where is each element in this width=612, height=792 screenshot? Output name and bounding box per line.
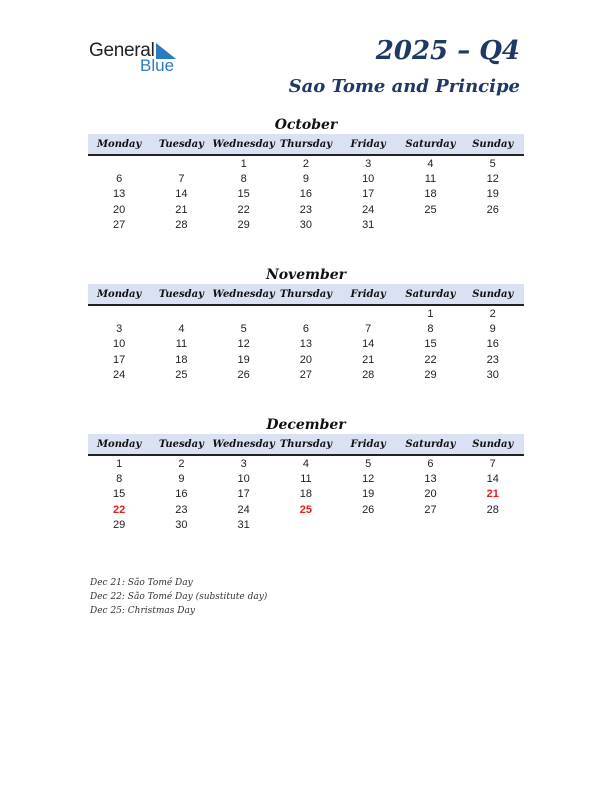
weekday-header <box>88 434 524 456</box>
day-cell: 8 <box>427 323 434 336</box>
day-cell: 7 <box>178 173 185 186</box>
day-cell: 27 <box>299 369 313 382</box>
day-cell: 25 <box>424 203 437 216</box>
day-cell: 22 <box>237 203 250 216</box>
day-cell: 4 <box>178 323 185 336</box>
day-cell: 30 <box>299 219 313 232</box>
week-row <box>88 156 524 171</box>
week-row <box>88 187 524 202</box>
day-cell: 5 <box>240 323 247 336</box>
day-cell: 19 <box>362 488 375 501</box>
day-cell: 23 <box>175 503 188 516</box>
day-cell: 30 <box>175 519 188 532</box>
day-cell: 9 <box>489 323 496 336</box>
day-cell: 1 <box>240 157 247 170</box>
day-cell: 28 <box>486 503 499 516</box>
week-row <box>88 337 524 352</box>
day-cell: 21 <box>175 203 188 216</box>
weekday-label: Saturday <box>405 288 456 300</box>
holiday-note: Dec 25: Christmas Day <box>90 606 195 616</box>
day-cell: 10 <box>237 473 250 486</box>
day-cell: 9 <box>178 473 185 486</box>
day-cell: 28 <box>362 369 375 382</box>
day-cell: 5 <box>489 157 496 170</box>
weekday-label: Tuesday <box>158 288 204 300</box>
day-cell: 16 <box>175 488 188 501</box>
weekday-label: Friday <box>350 438 386 450</box>
holiday-day-cell: 22 <box>113 503 126 516</box>
day-cell: 4 <box>302 457 309 470</box>
weekday-label: Thursday <box>279 438 333 450</box>
day-cell: 26 <box>486 203 499 216</box>
weekday-label: Friday <box>350 288 386 300</box>
day-cell: 28 <box>175 219 188 232</box>
day-cell: 11 <box>424 173 437 186</box>
weekday-header <box>88 134 524 156</box>
weekday-label: Monday <box>96 438 142 450</box>
weekday-label: Saturday <box>405 138 456 150</box>
day-cell: 1 <box>427 307 434 320</box>
day-cell: 31 <box>237 519 250 532</box>
weekday-label: Thursday <box>279 288 333 300</box>
day-cell: 27 <box>424 503 437 516</box>
day-cell: 20 <box>299 353 313 366</box>
week-row <box>88 306 524 321</box>
day-cell: 18 <box>424 188 437 201</box>
day-cell: 18 <box>175 353 188 366</box>
day-cell: 3 <box>240 457 247 470</box>
day-cell: 24 <box>362 203 375 216</box>
day-cell: 10 <box>113 338 126 351</box>
day-cell: 26 <box>362 503 375 516</box>
day-cell: 31 <box>362 219 375 232</box>
logo-word-general: General <box>89 40 155 61</box>
day-cell: 25 <box>175 369 188 382</box>
day-cell: 30 <box>486 369 499 382</box>
day-cell: 17 <box>237 488 250 501</box>
day-cell: 20 <box>424 488 437 501</box>
day-cell: 20 <box>113 203 126 216</box>
weekday-label: Sunday <box>472 288 514 300</box>
day-cell: 16 <box>299 188 313 201</box>
day-cell: 24 <box>237 503 250 516</box>
day-cell: 21 <box>362 353 375 366</box>
holiday-day-cell: 21 <box>486 488 499 501</box>
weekday-label: Monday <box>96 138 142 150</box>
day-cell: 13 <box>113 188 126 201</box>
day-cell: 12 <box>362 473 375 486</box>
day-cell: 13 <box>299 338 313 351</box>
day-cell: 9 <box>302 173 309 186</box>
week-row <box>88 202 524 217</box>
day-cell: 3 <box>365 157 372 170</box>
day-cell: 27 <box>113 219 126 232</box>
week-row <box>88 368 524 383</box>
weekday-label: Monday <box>96 288 142 300</box>
day-cell: 29 <box>113 519 126 532</box>
day-cell: 6 <box>427 457 434 470</box>
weekday-label: Sunday <box>472 438 514 450</box>
day-cell: 1 <box>116 457 123 470</box>
month-december <box>88 416 524 533</box>
day-cell: 11 <box>175 338 188 351</box>
week-row <box>88 502 524 517</box>
day-cell: 29 <box>424 369 437 382</box>
day-cell: 24 <box>113 369 126 382</box>
week-row <box>88 171 524 186</box>
day-cell: 6 <box>302 323 309 336</box>
generalblue-logo <box>89 40 189 76</box>
day-cell: 13 <box>424 473 437 486</box>
holiday-note: Dec 21: São Tomé Day <box>90 578 193 588</box>
day-cell: 23 <box>299 203 313 216</box>
week-row <box>88 456 524 471</box>
day-cell: 29 <box>237 219 250 232</box>
day-cell: 17 <box>362 188 375 201</box>
week-row <box>88 487 524 502</box>
day-cell: 23 <box>486 353 499 366</box>
holiday-notes <box>90 576 267 618</box>
month-name: December <box>266 417 346 433</box>
month-november <box>88 266 524 383</box>
weekday-label: Wednesday <box>212 138 275 150</box>
day-cell: 19 <box>237 353 250 366</box>
country-subtitle: Sao Tome and Principe <box>288 76 520 97</box>
day-cell: 18 <box>299 488 313 501</box>
day-cell: 7 <box>365 323 372 336</box>
weekday-label: Thursday <box>279 138 333 150</box>
day-cell: 17 <box>113 353 126 366</box>
day-cell: 15 <box>113 488 126 501</box>
day-cell: 4 <box>427 157 434 170</box>
day-cell: 15 <box>424 338 437 351</box>
day-cell: 22 <box>424 353 437 366</box>
weekday-label: Sunday <box>472 138 514 150</box>
day-cell: 14 <box>175 188 188 201</box>
day-cell: 8 <box>116 473 123 486</box>
day-cell: 2 <box>178 457 185 470</box>
day-cell: 26 <box>237 369 250 382</box>
weekday-label: Wednesday <box>212 438 275 450</box>
week-row <box>88 321 524 336</box>
day-cell: 14 <box>486 473 499 486</box>
day-cell: 16 <box>486 338 499 351</box>
month-name: October <box>274 117 338 133</box>
day-cell: 8 <box>240 173 247 186</box>
day-cell: 10 <box>362 173 375 186</box>
month-name: November <box>265 267 347 283</box>
day-cell: 2 <box>489 307 496 320</box>
day-cell: 11 <box>300 473 312 486</box>
week-row <box>88 352 524 367</box>
page-title: 2025 – Q4 <box>375 36 520 66</box>
logo-word-blue: Blue <box>140 56 175 75</box>
day-cell: 12 <box>237 338 250 351</box>
weekday-label: Tuesday <box>158 138 204 150</box>
week-row <box>88 471 524 486</box>
day-cell: 14 <box>362 338 375 351</box>
day-cell: 2 <box>302 157 309 170</box>
day-cell: 7 <box>489 457 496 470</box>
day-cell: 12 <box>486 173 499 186</box>
holiday-day-cell: 25 <box>299 503 313 516</box>
month-october <box>88 116 524 233</box>
day-cell: 5 <box>365 457 372 470</box>
week-row <box>88 218 524 233</box>
day-cell: 19 <box>486 188 499 201</box>
day-cell: 6 <box>116 173 123 186</box>
weekday-header <box>88 284 524 306</box>
week-row <box>88 518 524 533</box>
weekday-label: Tuesday <box>158 438 204 450</box>
weekday-label: Friday <box>350 138 386 150</box>
day-cell: 3 <box>116 323 123 336</box>
day-cell: 15 <box>237 188 250 201</box>
holiday-note: Dec 22: São Tomé Day (substitute day) <box>90 592 268 602</box>
weekday-label: Wednesday <box>212 288 275 300</box>
weekday-label: Saturday <box>405 438 456 450</box>
